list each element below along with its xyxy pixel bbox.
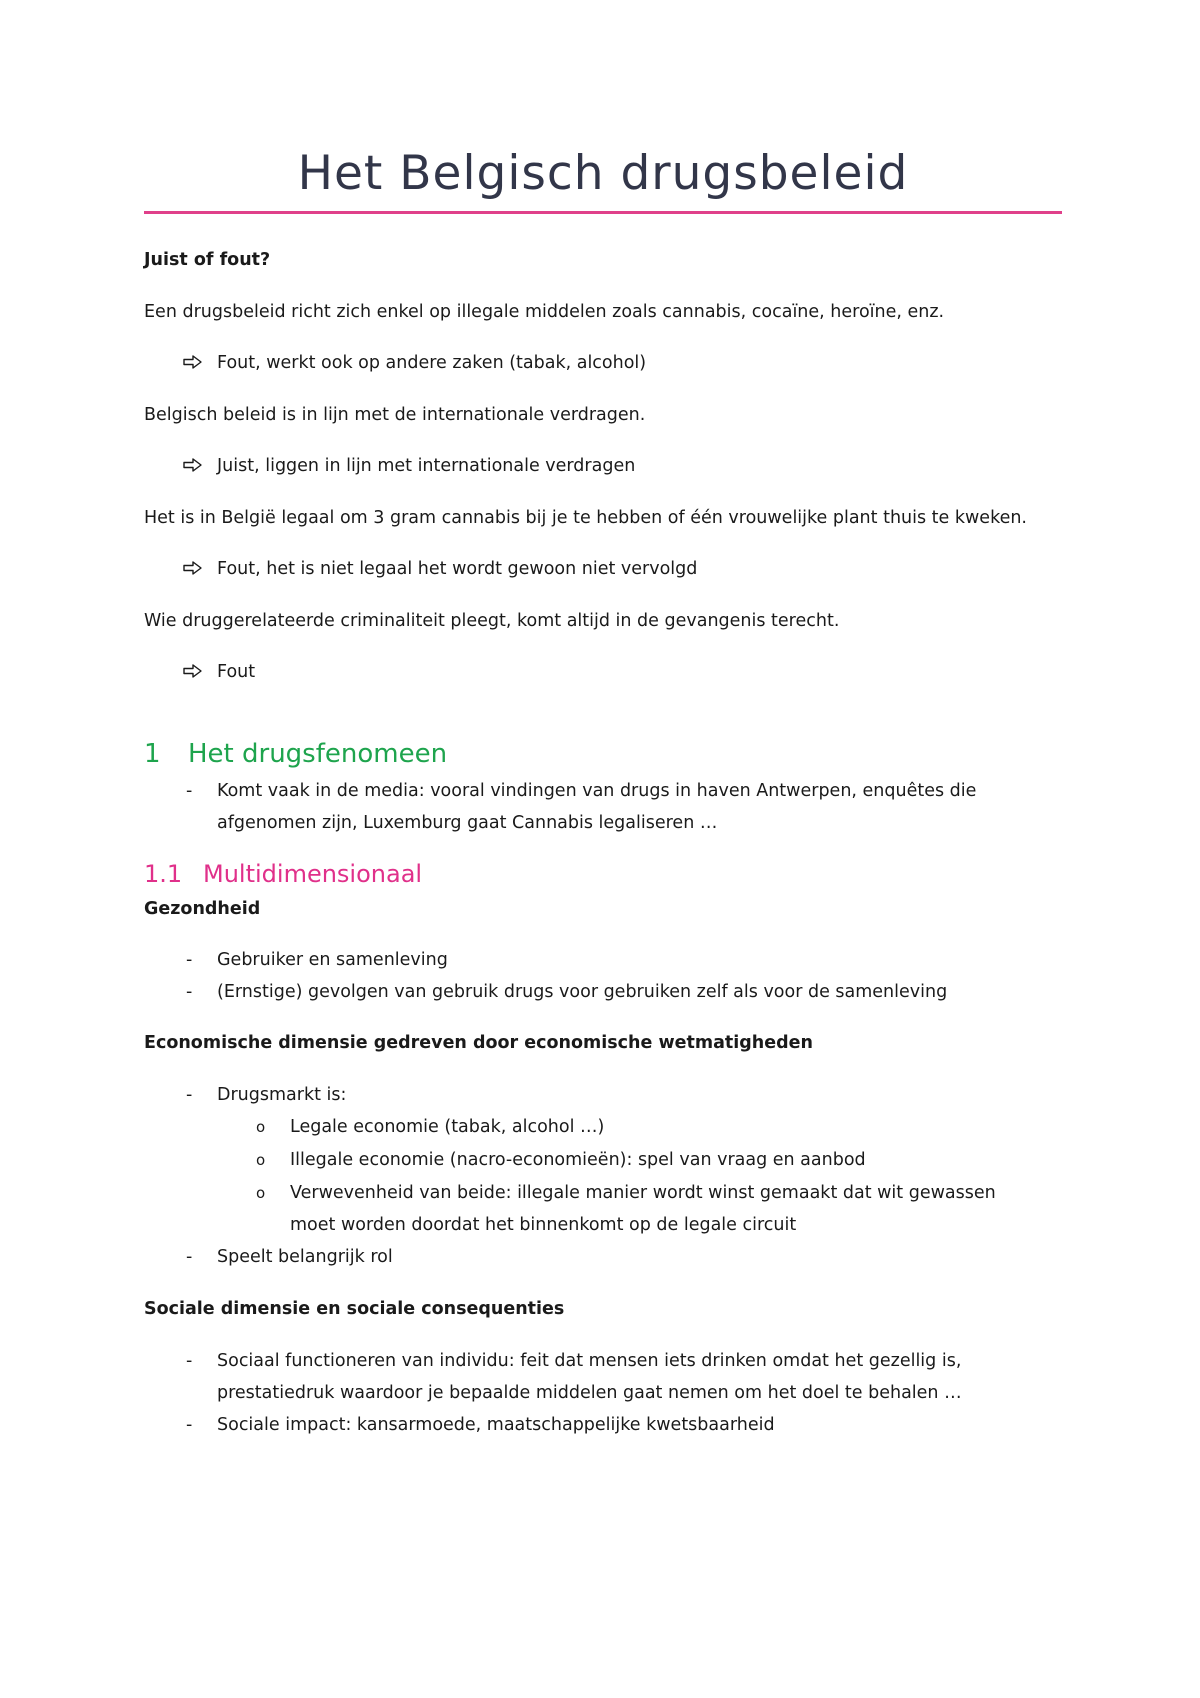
arrow-right-icon — [183, 458, 203, 472]
sociaal-bullet-1-line-2: prestatiedruk waardoor je bepaalde middelen gaat nemen om het doel te behalen … — [217, 1383, 962, 1403]
arrow-right-icon — [183, 561, 203, 575]
quiz-answer-4: Fout — [217, 662, 256, 682]
economisch-bullet-1: Drugsmarkt is: — [217, 1085, 347, 1105]
quiz-question-2: Belgisch beleid is in lijn met de internationale verdragen. — [144, 405, 646, 425]
section-1-bullet-line-1: Komt vaak in de media: vooral vindingen van drugs in haven Antwerpen, enquêtes die — [217, 781, 977, 801]
bullet-dash: - — [186, 982, 193, 1002]
quiz-question-3: Het is in België legaal om 3 gram cannabis bij je te hebben of één vrouwelijke plant thuis te kweken. — [144, 508, 1027, 528]
economisch-sub-2: Illegale economie (nacro-economieën): spel van vraag en aanbod — [290, 1150, 866, 1170]
quiz-answer-2: Juist, liggen in lijn met internationale verdragen — [217, 456, 636, 476]
sociaal-heading: Sociale dimensie en sociale consequenties — [144, 1299, 565, 1319]
quiz-question-1: Een drugsbeleid richt zich enkel op illegale middelen zoals cannabis, cocaïne, heroïne, enz. — [144, 302, 945, 322]
economisch-heading: Economische dimensie gedreven door economische wetmatigheden — [144, 1033, 813, 1053]
bullet-dash: - — [186, 1351, 193, 1371]
quiz-question-4: Wie druggerelateerde criminaliteit pleegt, komt altijd in de gevangenis terecht. — [144, 611, 840, 631]
bullet-circle: o — [256, 1184, 266, 1202]
arrow-right-icon — [183, 355, 203, 369]
section-1-title: Het drugsfenomeen — [188, 739, 448, 769]
page-title: Het Belgisch drugsbeleid — [297, 146, 909, 201]
bullet-dash: - — [186, 1415, 193, 1435]
economisch-sub-1: Legale economie (tabak, alcohol …) — [290, 1117, 605, 1137]
gezondheid-heading: Gezondheid — [144, 899, 261, 919]
bullet-dash: - — [186, 1085, 193, 1105]
section-1-bullet-line-2: afgenomen zijn, Luxemburg gaat Cannabis legaliseren … — [217, 813, 718, 833]
economisch-bullet-2: Speelt belangrijk rol — [217, 1247, 393, 1267]
section-1-1-title: Multidimensionaal — [203, 860, 423, 888]
bullet-circle: o — [256, 1151, 266, 1169]
gezondheid-bullet-1: Gebruiker en samenleving — [217, 950, 448, 970]
section-1-1-number: 1.1 — [144, 860, 183, 888]
title-underline — [144, 211, 1062, 214]
sociaal-bullet-1-line-1: Sociaal functioneren van individu: feit dat mensen iets drinken omdat het gezellig is, — [217, 1351, 962, 1371]
bullet-circle: o — [256, 1118, 266, 1136]
arrow-right-icon — [183, 664, 203, 678]
economisch-sub-3-line-1: Verwevenheid van beide: illegale manier wordt winst gemaakt dat wit gewassen — [290, 1183, 996, 1203]
bullet-dash: - — [186, 950, 193, 970]
section-1-number: 1 — [144, 739, 161, 769]
economisch-sub-3-line-2: moet worden doordat het binnenkomt op de legale circuit — [290, 1215, 797, 1235]
sociaal-bullet-2: Sociale impact: kansarmoede, maatschappelijke kwetsbaarheid — [217, 1415, 775, 1435]
quiz-answer-3: Fout, het is niet legaal het wordt gewoon niet vervolgd — [217, 559, 698, 579]
bullet-dash: - — [186, 1247, 193, 1267]
gezondheid-bullet-2: (Ernstige) gevolgen van gebruik drugs voor gebruiken zelf als voor de samenleving — [217, 982, 948, 1002]
quiz-heading: Juist of fout? — [144, 250, 271, 270]
quiz-answer-1: Fout, werkt ook op andere zaken (tabak, alcohol) — [217, 353, 647, 373]
bullet-dash: - — [186, 781, 193, 801]
